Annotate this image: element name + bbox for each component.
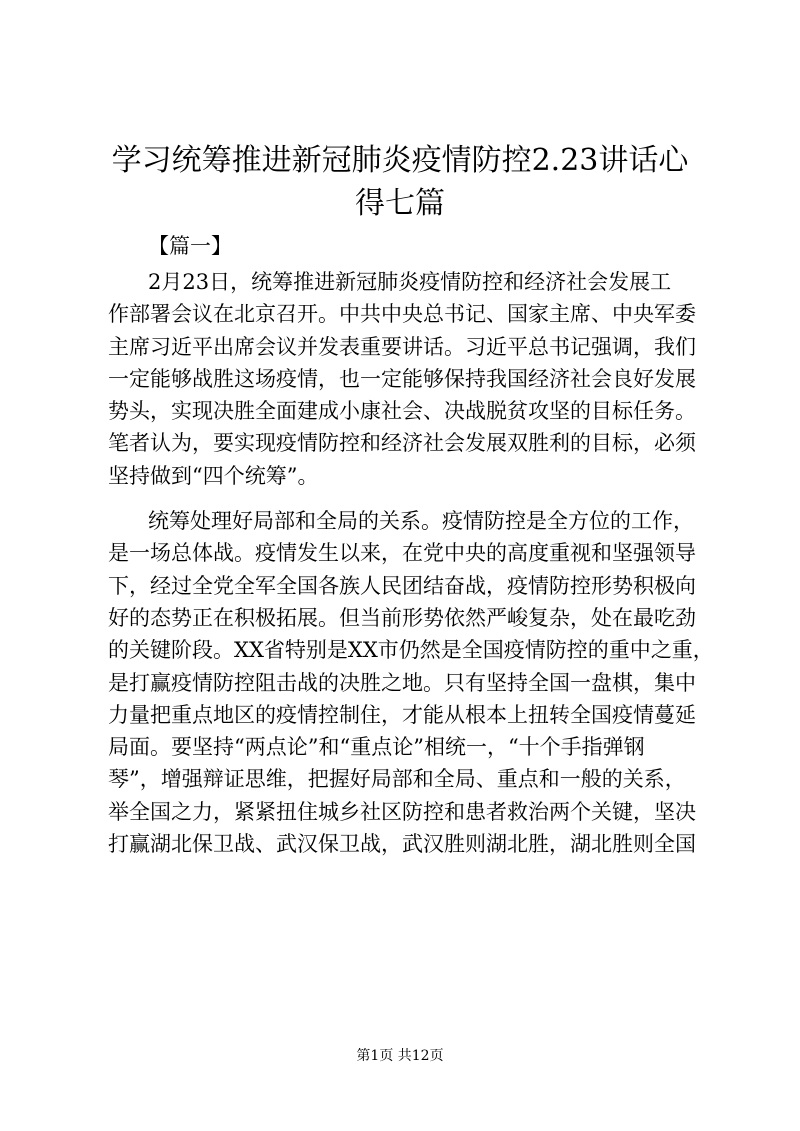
paragraph-line: 的关键阶段。XX省特别是XX市仍然是全国疫情防控的重中之重， <box>108 638 714 663</box>
paragraph-line: 是打赢疫情防控阻击战的决胜之地。只有坚持全国一盘棋，集中 <box>108 670 696 695</box>
section-label: 【篇一】 <box>148 234 232 258</box>
paragraph-line: 笔者认为，要实现疫情防控和经济社会发展双胜利的目标，必须 <box>108 431 696 456</box>
paragraph-1 <box>108 266 708 492</box>
paragraph-line: 统筹处理好局部和全局的关系。疫情防控是全方位的工作， <box>148 509 694 534</box>
title-line-1: 学习统筹推进新冠肺炎疫情防控2.23讲话心 <box>111 143 689 178</box>
paragraph-line: 是一场总体战。疫情发生以来，在党中央的高度重视和坚强领导 <box>108 541 696 566</box>
paragraph-line: 力量把重点地区的疫情控制住，才能从根本上扭转全国疫情蔓延 <box>108 702 696 727</box>
paragraph-line: 好的态势正在积极拓展。但当前形势依然严峻复杂，处在最吃劲 <box>108 605 696 630</box>
paragraph-line: 主席习近平出席会议并发表重要讲话。习近平总书记强调，我们 <box>108 334 696 359</box>
paragraph-line: 打赢湖北保卫战、武汉保卫战，武汉胜则湖北胜，湖北胜则全国 <box>108 832 696 857</box>
document-title <box>100 139 700 225</box>
paragraph-2 <box>108 505 714 860</box>
paragraph-line: 局面。要坚持“两点论”和“重点论”相统一，“十个手指弹钢 <box>108 735 645 760</box>
page-number-footer: 第1页 共12页 <box>356 1048 444 1064</box>
paragraph-line: 作部署会议在北京召开。中共中央总书记、国家主席、中央军委 <box>108 302 696 327</box>
paragraph-line: 2月23日，统筹推进新冠肺炎疫情防控和经济社会发展工 <box>148 270 672 294</box>
paragraph-line: 坚持做到“四个统筹”。 <box>108 463 319 488</box>
title-line-2: 得七篇 <box>355 186 445 221</box>
paragraph-line: 势头，实现决胜全面建成小康社会、决战脱贫攻坚的目标任务。 <box>108 399 696 424</box>
paragraph-gap <box>108 492 708 505</box>
paragraph-line: 举全国之力，紧紧扭住城乡社区防控和患者救治两个关键，坚决 <box>108 799 696 824</box>
document-body <box>108 266 714 860</box>
paragraph-line: 下，经过全党全军全国各族人民团结奋战，疫情防控形势积极向 <box>108 573 696 598</box>
paragraph-line: 琴”，增强辩证思维，把握好局部和全局、重点和一般的关系， <box>108 767 686 792</box>
paragraph-line: 一定能够战胜这场疫情，也一定能够保持我国经济社会良好发展 <box>108 366 696 391</box>
